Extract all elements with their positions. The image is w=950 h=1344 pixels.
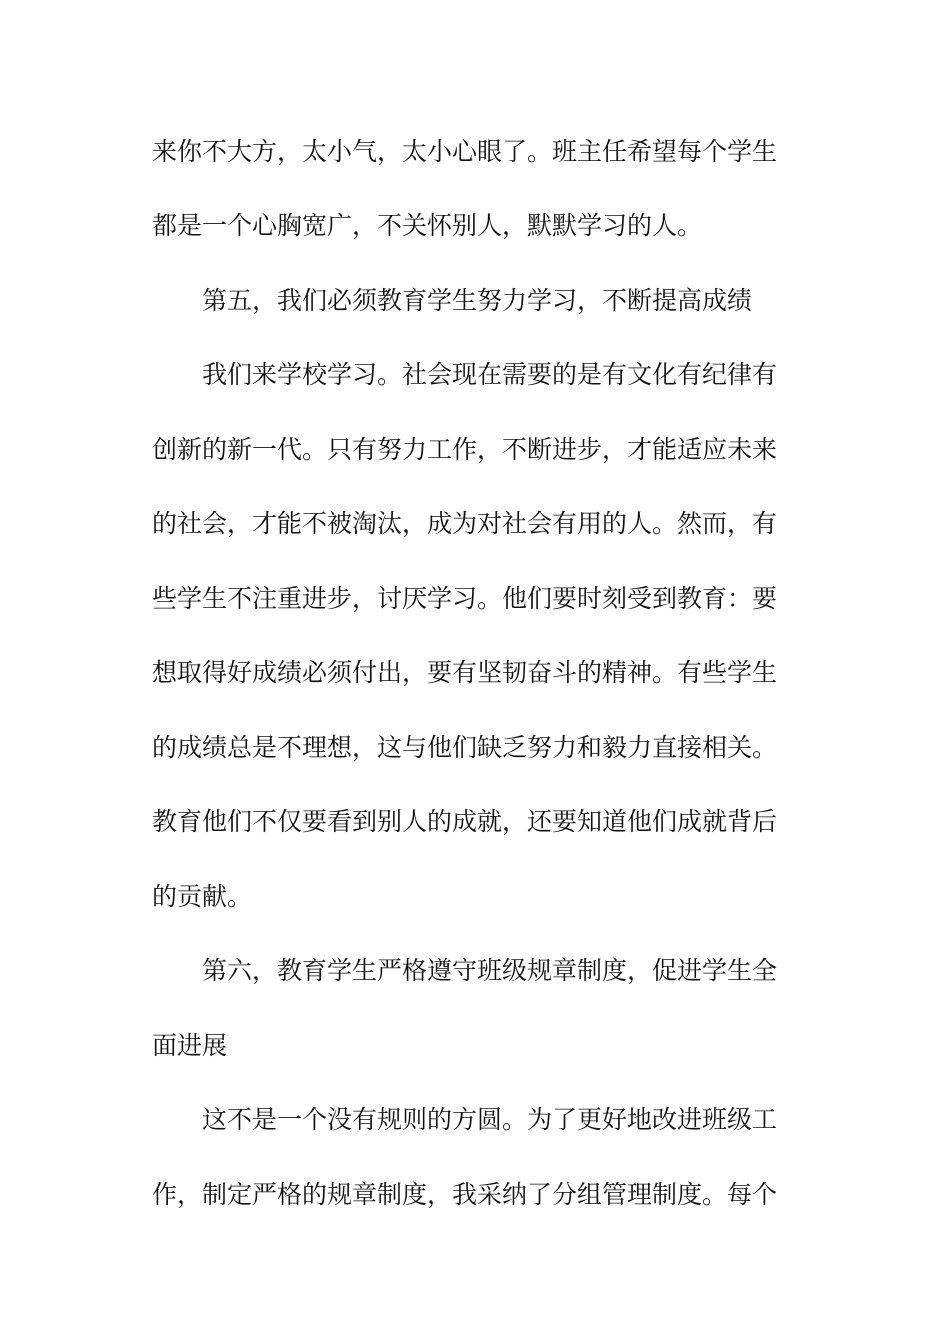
text-line-8: 想取得好成绩必须付出，要有坚韧奋斗的精神。有些学生: [152, 658, 778, 687]
text-line-15: 作，制定严格的规章制度，我采纳了分组管理制度。每个: [152, 1180, 778, 1209]
text-line-14: 这不是一个没有规则的方圆。为了更好地改进班级工: [202, 1105, 778, 1134]
section-heading-5: 第五，我们必须教育学生努力学习，不断提高成绩: [202, 286, 753, 315]
text-line-10: 教育他们不仅要看到别人的成就，还要知道他们成就背后: [152, 807, 778, 836]
section-heading-6-cont: 面进展: [152, 1031, 228, 1060]
text-line-1: 来你不大方，太小气，太小心眼了。班主任希望每个学生: [152, 137, 778, 166]
text-line-9: 的成绩总是不理想，这与他们缺乏努力和毅力直接相关。: [152, 733, 778, 762]
text-line-2: 都是一个心胸宽广，不关怀别人，默默学习的人。: [152, 211, 703, 240]
text-line-5: 创新的新一代。只有努力工作，不断进步，才能适应未来: [152, 435, 778, 464]
text-line-6: 的社会，才能不被淘汰，成为对社会有用的人。然而，有: [152, 509, 778, 538]
section-heading-6: 第六，教育学生严格遵守班级规章制度，促进学生全: [202, 956, 778, 985]
text-line-11: 的贡献。: [152, 882, 253, 911]
text-line-4: 我们来学校学习。社会现在需要的是有文化有纪律有: [202, 360, 778, 389]
text-line-7: 些学生不注重进步，讨厌学习。他们要时刻受到教育：要: [152, 584, 778, 613]
